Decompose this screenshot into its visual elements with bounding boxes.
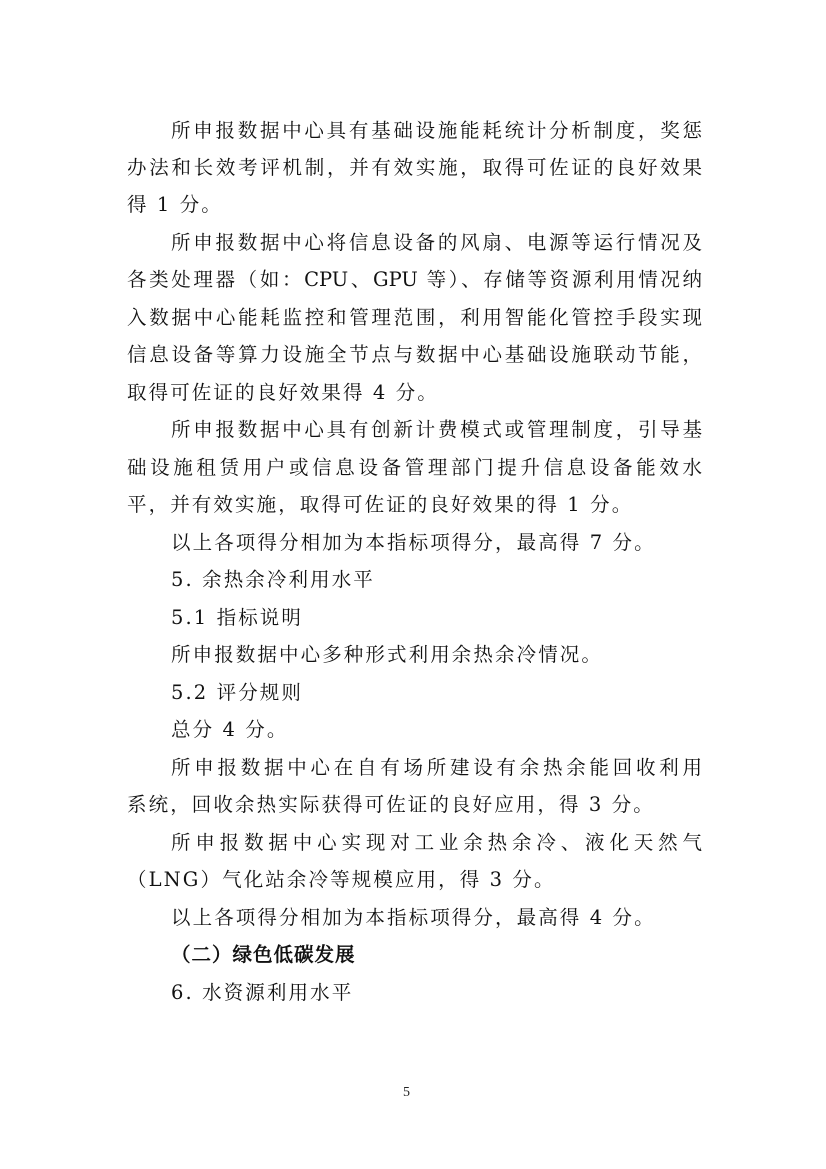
text-line: 所申报数据中心在自有场所建设有余热余能回收利用 [171,756,702,779]
text-line: 信息设备等算力设施全节点与数据中心基础设施联动节能， [127,343,702,366]
text-line: 所申报数据中心将信息设备的风扇、电源等运行情况及 [171,231,702,254]
page-number: 5 [403,1085,410,1100]
text-line: 5.1 指标说明 [171,606,304,629]
text-line: 础设施租赁用户或信息设备管理部门提升信息设备能效水 [127,456,702,479]
text-line: 所申报数据中心实现对工业余热余冷、液化天然气 [171,831,702,854]
text-line: （LNG）气化站余冷等规模应用，得 3 分。 [127,868,556,891]
text-line: 所申报数据中心具有创新计费模式或管理制度，引导基 [171,418,702,441]
text-line: 5.2 评分规则 [171,681,304,704]
text-line: 总分 4 分。 [171,718,289,741]
text-line: 所申报数据中心具有基础设施能耗统计分析制度，奖惩 [171,119,702,142]
text-line: 取得可佐证的良好效果得 4 分。 [127,381,439,404]
section-heading: （二）绿色低碳发展 [171,943,356,966]
text-line: 6. 水资源利用水平 [171,981,354,1004]
text-line: 入数据中心能耗监控和管理范围，利用智能化管控手段实现 [127,306,702,329]
text-line: 办法和长效考评机制，并有效实施，取得可佐证的良好效果 [127,156,702,179]
text-line: 以上各项得分相加为本指标项得分，最高得 4 分。 [171,906,656,929]
text-line: 平，并有效实施，取得可佐证的良好效果的得 1 分。 [127,493,634,516]
text-line: 各类处理器（如：CPU、GPU 等）、存储等资源利用情况纳 [127,268,702,291]
text-line: 系统，回收余热实际获得可佐证的良好应用，得 3 分。 [127,793,655,816]
text-line: 得 1 分。 [127,193,223,216]
text-line: 所申报数据中心多种形式利用余热余冷情况。 [171,643,604,666]
text-line: 以上各项得分相加为本指标项得分，最高得 7 分。 [171,531,656,554]
text-line: 5. 余热余冷利用水平 [171,568,375,591]
